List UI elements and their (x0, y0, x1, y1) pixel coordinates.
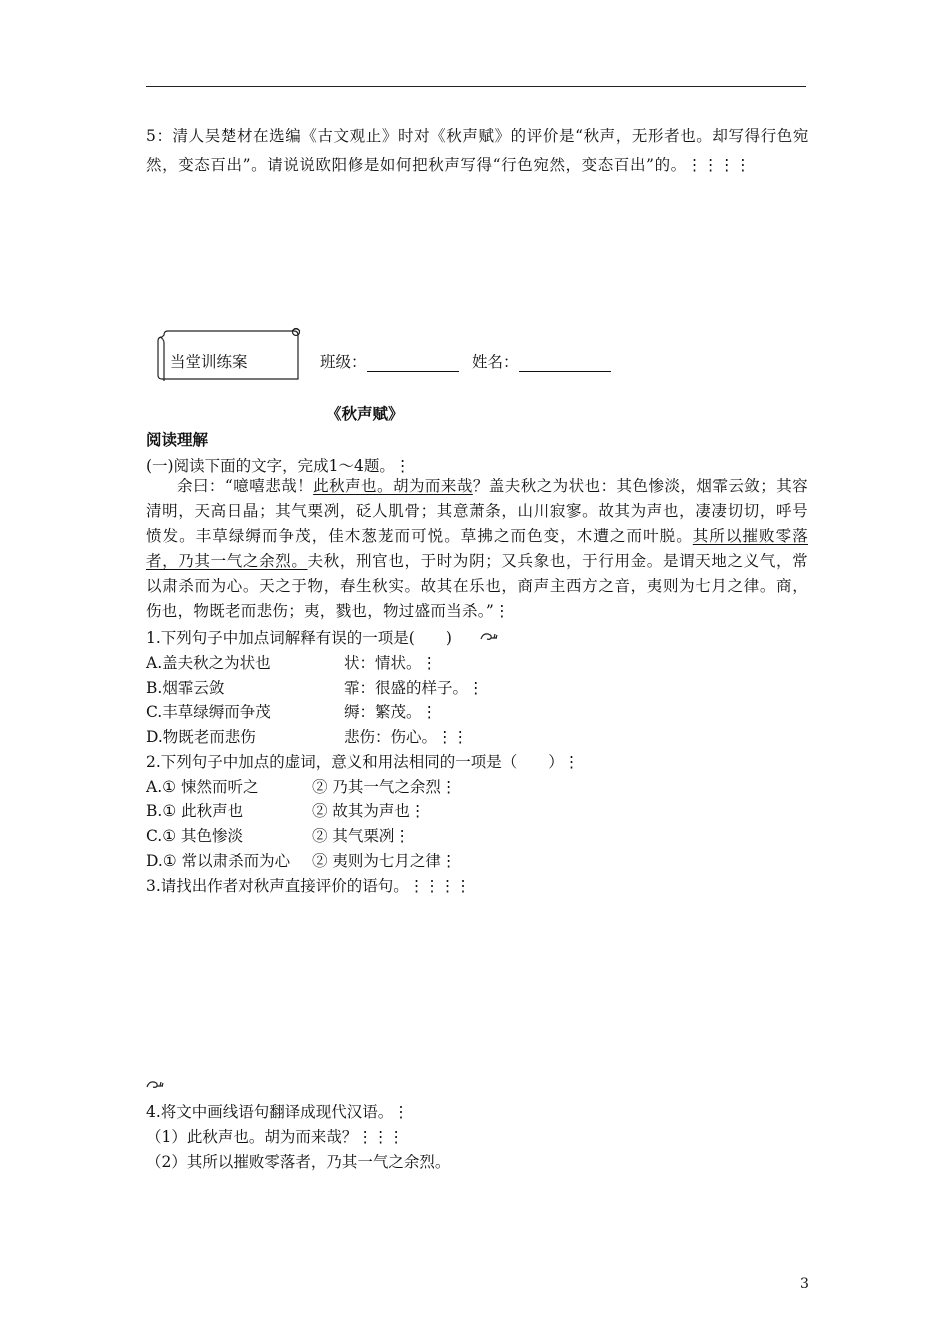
q2-option-a: A.① 悚然而听之 (146, 778, 259, 796)
section-heading: 阅读理解 (146, 431, 209, 449)
class-label: 班级： (320, 353, 367, 371)
q2-option-a-pair: ② 乃其一气之余烈⋮ (312, 778, 457, 796)
question-2-stem: 2.下列句子中加点的虚词，意义和用法相同的一项是（ ）⋮ (146, 753, 580, 771)
question-4-item-1: （1）此秋声也。胡为而来哉？⋮⋮⋮ (146, 1128, 404, 1146)
q2-option-c-pair: ② 其气栗冽⋮ (312, 827, 410, 845)
q1-option-d-gloss: 悲伤：伤心。⋮⋮ (344, 728, 469, 746)
passage-part-2: ？盖夫秋之为状也：其色惨淡，烟霏云敛；其容清明，天高日晶；其气栗冽，砭人肌骨；其意萧条，山川寂寥。故其为声也，凄凄切切，呼号愤发。丰草绿缛而争茂，佳木葱茏而可悦。草拂之而色变，木遭之而叶脱。 (146, 477, 808, 545)
question-5-line-1: 5：清人吴楚材在选编《古文观止》时对《秋声赋》的评价是“秋声，无形者也。却写得行色宛 (146, 127, 809, 145)
underlined-sentence-2: 其所以摧败零落者，乃其一气之余烈。 (146, 527, 808, 570)
q2-option-b: B.① 此秋声也 (146, 802, 244, 820)
passage-part-1: 余曰：“噫嘻悲哉！ (177, 477, 314, 495)
q2-option-c: C.① 其色惨淡 (146, 827, 244, 845)
passage-paragraph (146, 474, 808, 624)
snail-decoration-icon (480, 631, 498, 641)
q2-option-d-pair: ② 夷则为七月之律⋮ (312, 852, 457, 870)
question-4-item-2: （2）其所以摧败零落者，乃其一气之余烈。 (146, 1153, 451, 1171)
name-label: 姓名： (472, 353, 519, 371)
question-3-stem: 3.请找出作者对秋声直接评价的语句。⋮⋮⋮⋮ (146, 877, 471, 895)
question-4-stem: 4.将文中画线语句翻译成现代汉语。⋮ (146, 1103, 409, 1121)
passage-part-3: 夫秋，刑官也，于时为阴；又兵象也，于行用金。是谓天地之义气，常以肃杀而为心。天之于物，春生秋实。故其在乐也，商声主西方之音，夷则为七月之律。商，伤也，物既老而悲伤；夷，戮也，物过盛而当杀。”⋮ (146, 552, 808, 620)
q1-option-d: D.物既老而悲伤 (146, 728, 256, 746)
q1-option-a-gloss: 状：情状。⋮ (344, 654, 438, 672)
q1-option-c: C.丰草绿缛而争茂 (146, 703, 271, 721)
class-field (320, 350, 459, 372)
name-blank[interactable] (519, 355, 611, 372)
underlined-sentence-1: 此秋声也。胡为而来哉 (313, 477, 473, 495)
q1-option-b-gloss: 霏：很盛的样子。⋮ (344, 679, 484, 697)
q2-option-d: D.① 常以肃杀而为心 (146, 852, 291, 870)
passage-title: 《秋声赋》 (326, 405, 404, 423)
q2-option-b-pair: ② 故其为声也⋮ (312, 802, 426, 820)
question-5-line-2: 然，变态百出”。请说说欧阳修是如何把秋声写得“行色宛然，变态百出”的。⋮⋮⋮⋮ (146, 156, 752, 174)
q1-option-c-gloss: 缛：繁茂。⋮ (344, 703, 438, 721)
snail-decoration-icon (146, 1079, 164, 1089)
q1-option-b: B.烟霏云敛 (146, 679, 225, 697)
question-1-text: 1.下列句子中加点词解释有误的一项是( ) (146, 629, 452, 647)
top-rule (146, 86, 806, 87)
reading-intro: (一)阅读下面的文字，完成1～4题。⋮ (146, 457, 411, 475)
page-number: 3 (800, 1276, 809, 1292)
practice-label: 当堂训练案 (170, 353, 248, 371)
name-field (472, 350, 611, 372)
q1-option-a: A.盖夫秋之为状也 (146, 654, 271, 672)
passage-text (146, 474, 808, 624)
class-blank[interactable] (367, 355, 459, 372)
question-1-stem (146, 626, 452, 648)
